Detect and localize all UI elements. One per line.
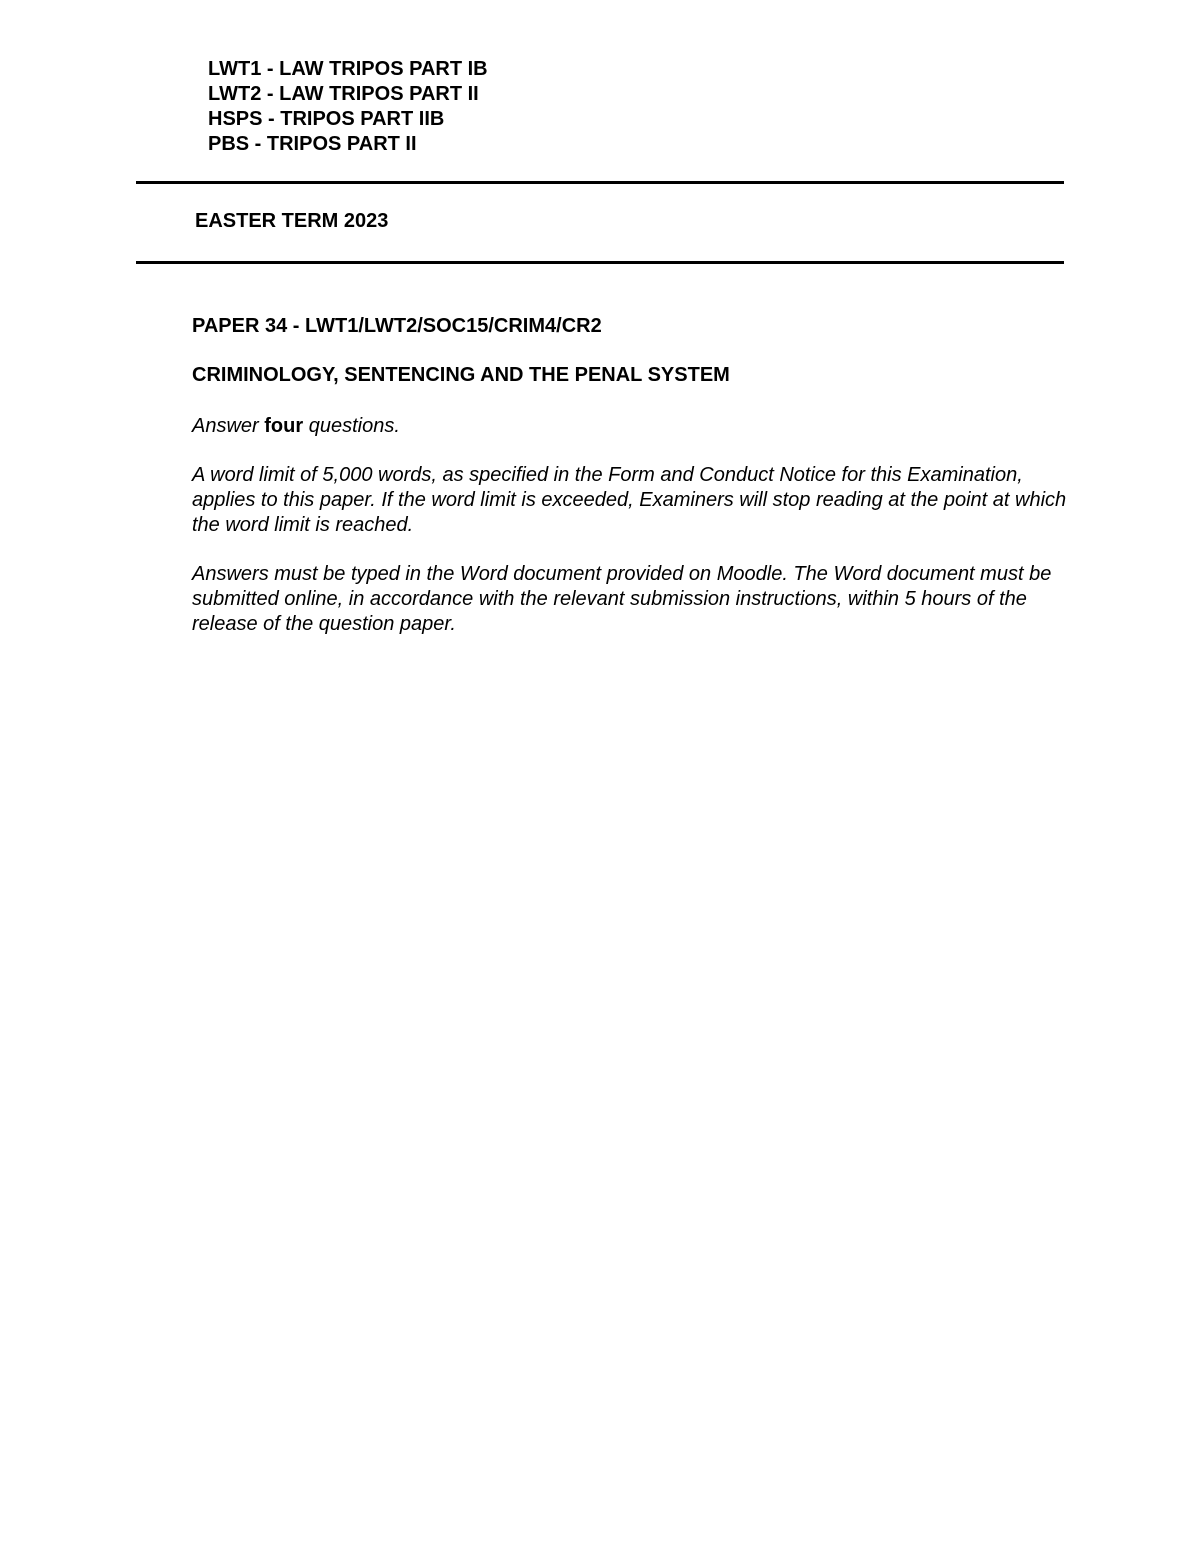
answer-instruction	[192, 414, 1072, 439]
answer-count: four	[264, 415, 304, 437]
paper-code: PAPER 34 - LWT1/LWT2/SOC15/CRIM4/CR2	[192, 315, 602, 337]
answer-prefix: Answer	[192, 415, 265, 437]
top-divider	[136, 181, 1064, 184]
paper-title: CRIMINOLOGY, SENTENCING AND THE PENAL SYSTEM	[192, 364, 730, 386]
answer-suffix: questions.	[303, 415, 400, 437]
course-line-lwt2: LWT2 - LAW TRIPOS PART II	[208, 83, 479, 105]
word-limit-instruction: A word limit of 5,000 words, as specified in the Form and Conduct Notice for this Examination, applies to this paper. If the word limit is exceeded, Examiners will stop reading at the point at which the word limit is reached.	[192, 464, 1067, 536]
course-list	[208, 57, 488, 157]
exam-term: EASTER TERM 2023	[195, 210, 389, 232]
course-line-pbs: PBS - TRIPOS PART II	[208, 133, 417, 155]
course-line-hsps: HSPS - TRIPOS PART IIB	[208, 108, 445, 130]
course-line-lwt1: LWT1 - LAW TRIPOS PART IB	[208, 58, 488, 80]
submission-instruction: Answers must be typed in the Word document provided on Moodle. The Word document must be submitted online, in accordance with the relevant submission instructions, within 5 hours of the release of the question paper.	[192, 563, 1052, 635]
bottom-divider	[136, 261, 1064, 264]
